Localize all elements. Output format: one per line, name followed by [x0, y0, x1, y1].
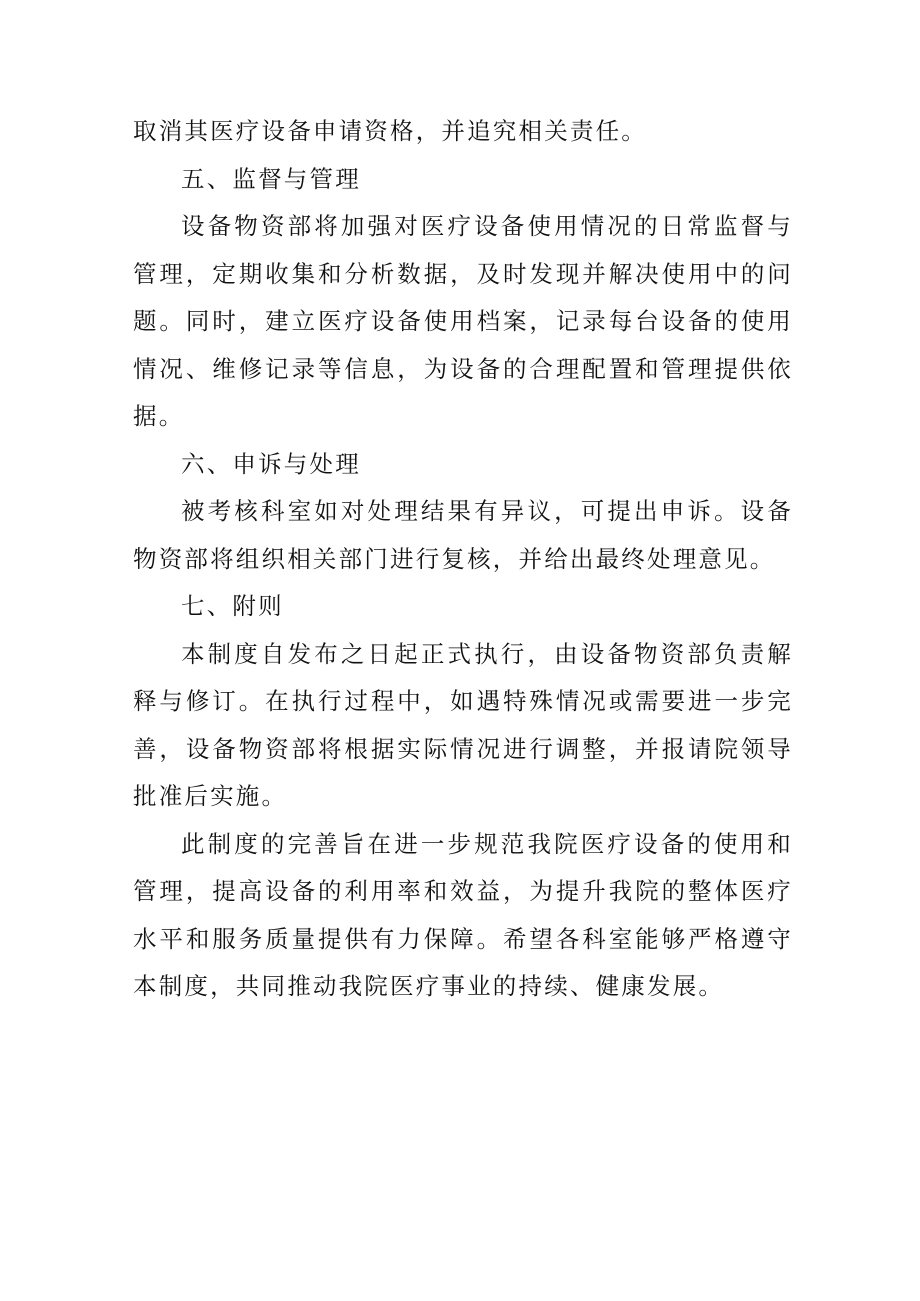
- document-body: [133, 108, 793, 1011]
- section-heading-supplementary: 七、附则: [181, 592, 284, 620]
- paragraph-supervision: 设备物资部将加强对医疗设备使用情况的日常监督与管理，定期收集和分析数据，及时发现并解决使用中的问题。同时，建立医疗设备使用档案，记录每台设备的使用情况、维修记录等信息，为设备的合理配置和管理提供依据。: [133, 212, 793, 430]
- paragraph-continuation: 取消其医疗设备申请资格，并追究相关责任。: [133, 117, 647, 145]
- section-heading-supervision: 五、监督与管理: [181, 164, 361, 193]
- paragraph-supplementary: 本制度自发布之日起正式执行，由设备物资部负责解释与修订。在执行过程中，如遇特殊情况或需要进一步完善，设备物资部将根据实际情况进行调整，并报请院领导批准后实施。: [133, 639, 793, 810]
- paragraph-appeal: 被考核科室如对处理结果有异议，可提出申诉。设备物资部将组织相关部门进行复核，并给出最终处理意见。: [133, 497, 793, 573]
- section-heading-appeal: 六、申诉与处理: [181, 449, 361, 478]
- paragraph-conclusion: 此制度的完善旨在进一步规范我院医疗设备的使用和管理，提高设备的利用率和效益，为提升我院的整体医疗水平和服务质量提供有力保障。希望各科室能够严格遵守本制度，共同推动我院医疗事业的持续、健康发展。: [133, 829, 793, 1000]
